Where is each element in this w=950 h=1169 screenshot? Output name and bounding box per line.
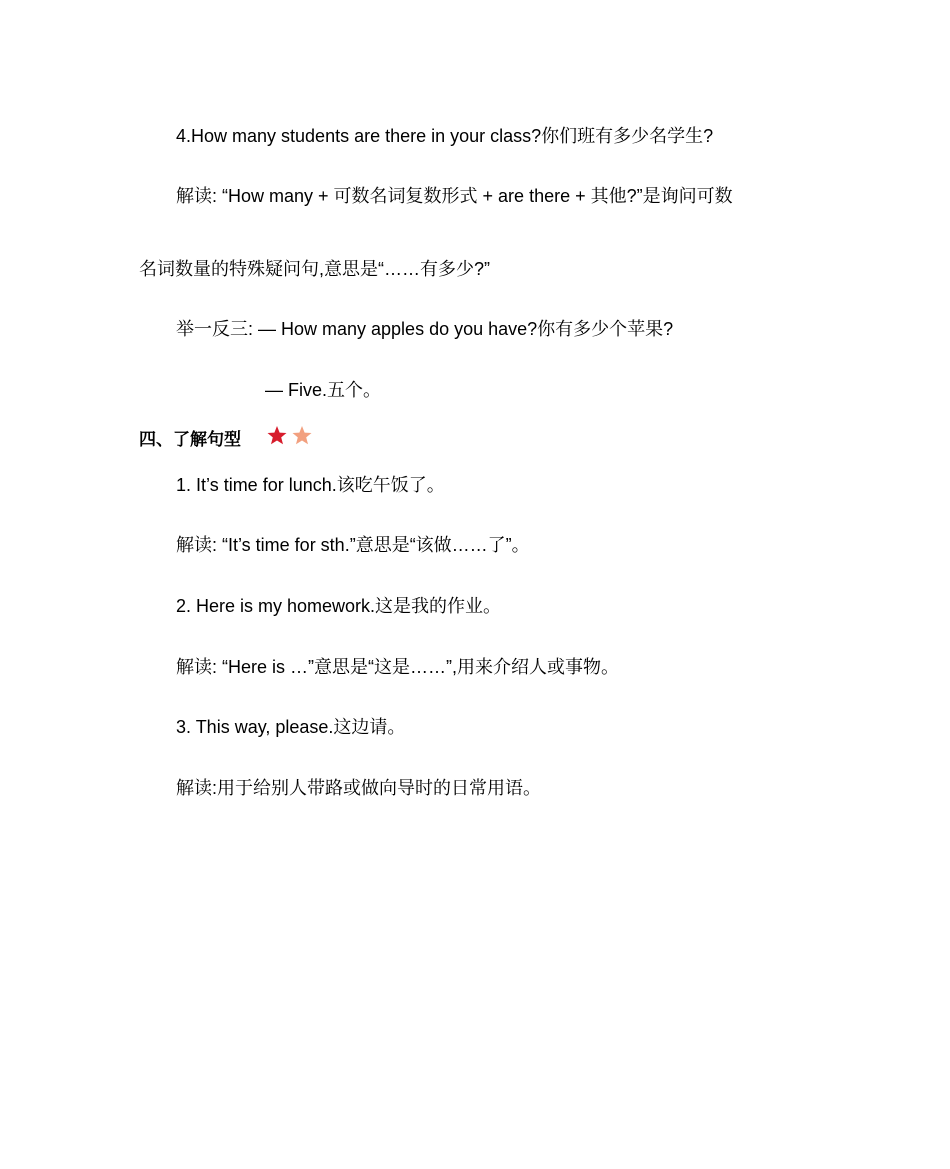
example-answer: — Five.五个。	[265, 380, 382, 400]
star-icon	[268, 426, 287, 444]
explanation-4: 解读: “How many + 可数名词复数形式 + are there + 其他?”是询问可数	[176, 186, 733, 206]
half-star-icon	[293, 426, 312, 444]
explanation-2: 解读: “Here is …”意思是“这是……”,用来介绍人或事物。	[176, 657, 619, 677]
explanation-1: 解读: “It’s time for sth.”意思是“该做……了”。	[176, 535, 530, 555]
example-question: 举一反三: — How many apples do you have?你有多少个苹果?	[176, 319, 674, 339]
section-heading: 四、了解句型	[139, 430, 241, 449]
question-4: 4.How many students are there in your class?你们班有多少名学生?	[176, 126, 714, 146]
difficulty-stars	[266, 425, 316, 447]
explanation-4-cont: 名词数量的特殊疑问句,意思是“……有多少?”	[139, 259, 490, 279]
sentence-3: 3. This way, please.这边请。	[176, 717, 406, 737]
sentence-2: 2. Here is my homework.这是我的作业。	[176, 596, 502, 616]
sentence-1: 1. It’s time for lunch.该吃午饭了。	[176, 475, 445, 495]
explanation-3: 解读:用于给别人带路或做向导时的日常用语。	[176, 778, 541, 798]
